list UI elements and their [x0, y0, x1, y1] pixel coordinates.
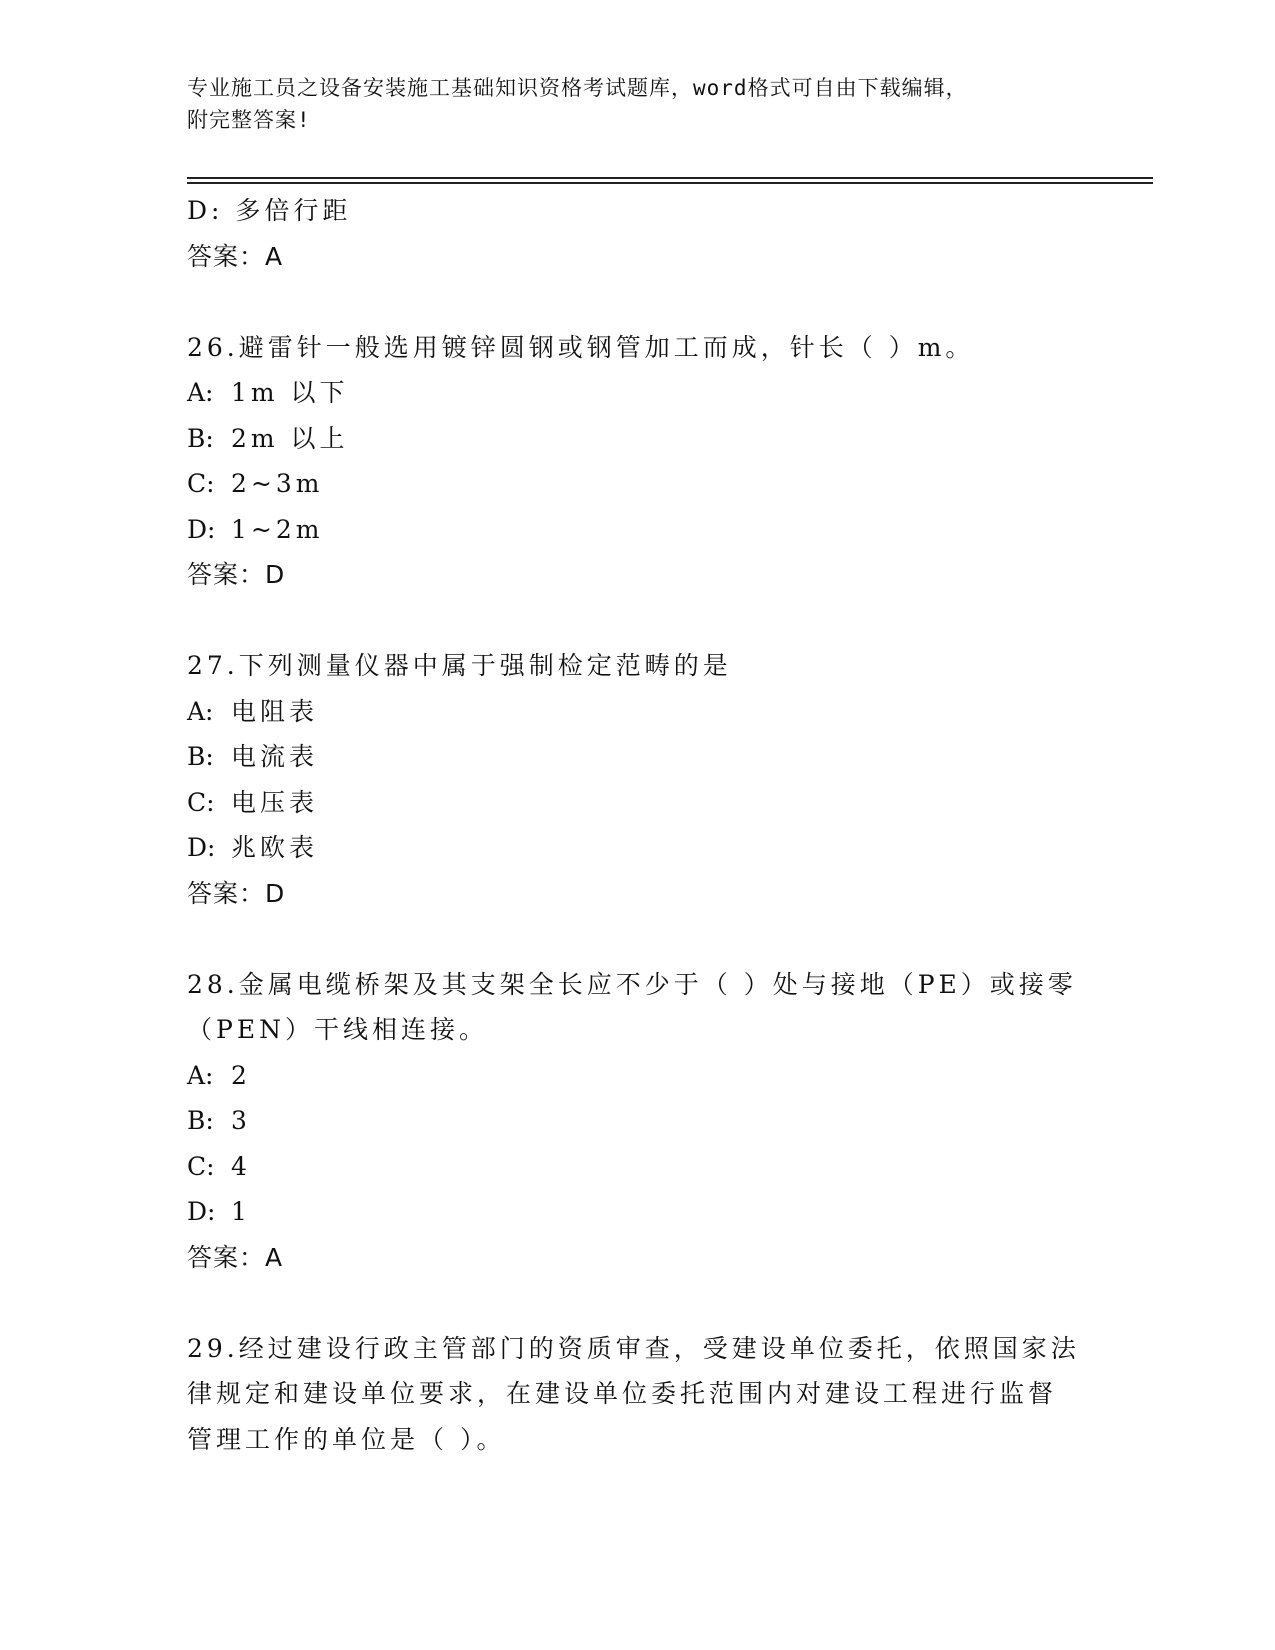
option-d — [187, 1189, 1087, 1235]
option-key: C: — [187, 469, 215, 498]
option-key: B: — [187, 1106, 214, 1135]
question-stem-line-1: 28.金属电缆桥架及其支架全长应不少于（ ）处与接地（PE）或接零 — [187, 969, 1077, 999]
option-c — [187, 780, 1087, 826]
previous-question-tail — [187, 188, 1087, 279]
option-b — [187, 734, 1087, 780]
option-text: 电流表 — [231, 742, 319, 771]
option-key: C: — [187, 787, 215, 817]
question-26 — [187, 325, 1087, 598]
header-rule-bottom — [187, 182, 1153, 184]
option-c — [187, 1144, 1087, 1190]
option-text: 兆欧表 — [231, 833, 319, 862]
option-text: 1m 以下 — [231, 378, 349, 407]
option-text: 2m 以上 — [231, 423, 349, 453]
option-key: D: — [187, 1197, 216, 1226]
question-29 — [187, 1326, 1087, 1463]
option-a — [187, 1053, 1087, 1099]
answer-line: 答案：D — [187, 878, 286, 908]
question-27 — [187, 643, 1087, 916]
header-line-1: 专业施工员之设备安装施工基础知识资格考试题库，word格式可自由下载编辑， — [187, 76, 968, 100]
option-d — [187, 825, 1087, 871]
option-text: 1 — [231, 1197, 251, 1226]
option-text: 3 — [231, 1106, 251, 1135]
option-text: 2 — [231, 1060, 251, 1090]
option-key: D: — [187, 833, 216, 862]
header-line-2: 附完整答案! — [187, 108, 311, 132]
option-a — [187, 370, 1087, 416]
question-stem-line-2: （PEN）干线相连接。 — [187, 1015, 488, 1044]
question-stem-line-2: 律规定和建设单位要求，在建设单位委托范围内对建设工程进行监督 — [187, 1379, 1058, 1408]
option-text: 电阻表 — [231, 696, 319, 726]
question-stem-line-1: 29.经过建设行政主管部门的资质审查，受建设单位委托，依照国家法 — [187, 1333, 1080, 1363]
header-rule-top — [187, 177, 1153, 179]
option-text: 电压表 — [231, 787, 319, 817]
option-b — [187, 416, 1087, 462]
question-28 — [187, 962, 1087, 1281]
question-stem: 27.下列测量仪器中属于强制检定范畴的是 — [187, 651, 732, 680]
option-d: D: 多倍行距 — [187, 196, 352, 225]
option-a — [187, 689, 1087, 735]
option-key: B: — [187, 423, 214, 453]
option-key: A: — [187, 1060, 214, 1090]
option-text: 2~3m — [231, 469, 324, 498]
option-key: A: — [187, 378, 214, 407]
option-text: 4 — [231, 1151, 251, 1181]
answer-line: 答案：A — [187, 1242, 284, 1272]
option-d — [187, 507, 1087, 553]
question-stem-line-3: 管理工作的单位是（ ）。 — [187, 1424, 506, 1454]
document-body — [187, 188, 1087, 1462]
option-key: D: — [187, 514, 216, 544]
option-text: 1~2m — [231, 514, 324, 544]
answer-line: 答案：A — [187, 241, 284, 271]
option-b — [187, 1098, 1087, 1144]
document-header — [187, 72, 1067, 136]
option-key: B: — [187, 742, 214, 771]
option-key: A: — [187, 696, 214, 726]
answer-line: 答案：D — [187, 560, 286, 589]
question-stem: 26.避雷针一般选用镀锌圆钢或钢管加工而成，针长（ ）m。 — [187, 332, 975, 362]
option-c — [187, 461, 1087, 507]
option-key: C: — [187, 1151, 215, 1181]
